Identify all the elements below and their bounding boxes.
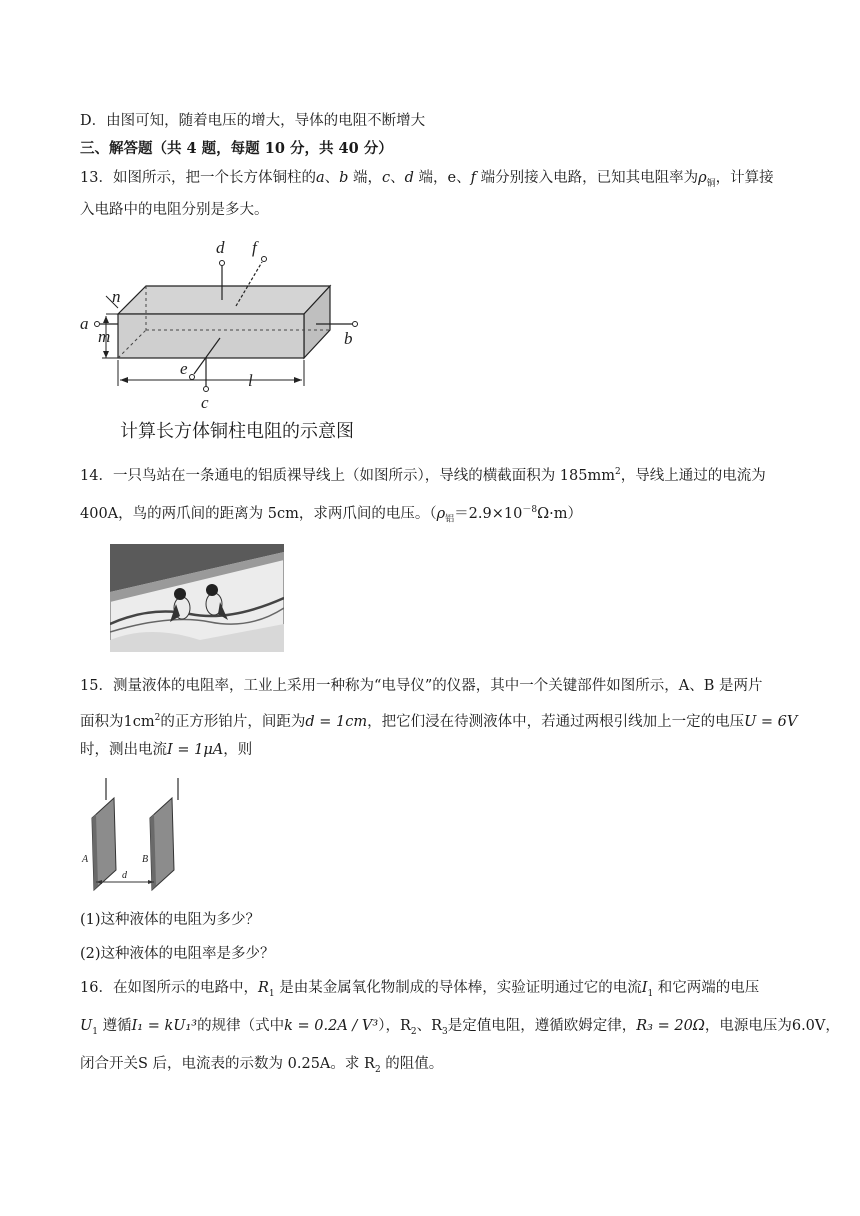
section-heading: 三、解答题（共 4 题，每题 10 分，共 40 分）	[80, 140, 393, 157]
q15-line3: 时，测出电流I = 1μA，则	[80, 742, 253, 758]
q15-sub2: (2)这种液体的电阻率是多少？	[80, 946, 275, 962]
label-f: f	[252, 238, 257, 257]
platinum-plates-figure	[78, 778, 198, 896]
q15-sub1: (1)这种液体的电阻为多少？	[80, 912, 261, 928]
q16-line1: 16．在如图所示的电路中，$R_1$ 是由某金属氧化物制成的导体棒，实验证明通过它的电流$I_1$ 和它两端的电压	[80, 980, 760, 999]
q13-line2: 入电路中的电阻分别是多大。	[80, 202, 269, 218]
q15-line1: 15．测量液体的电阻率，工业上采用一种称为“电导仪”的仪器，其中一个关键部件如图所示，A、B 是两片	[80, 678, 763, 694]
block-top-face	[118, 286, 330, 314]
figure-caption: 计算长方体铜柱电阻的示意图	[120, 421, 354, 442]
label-n: n	[112, 287, 121, 306]
q13-line1: 13．如图所示，把一个长方体铜柱的a、b 端，c、d 端，e、f 端分别接入电路，已知其电阻率为$\rho_铜$，计算接	[80, 170, 774, 189]
q16-line3: 闭合开关S 后，电流表的示数为 0.25A。求 $R_2$ 的阻值。	[80, 1056, 444, 1075]
label-l: l	[248, 371, 253, 390]
label-c: c	[201, 393, 209, 412]
q14-line1: 14．一只鸟站在一条通电的铝质裸导线上（如图所示），导线的横截面积为 $185mm^2$，导线上通过的电流为	[80, 467, 766, 484]
q15-line2: 面积为$1cm^2$的正方形铂片，间距为d = 1cm，把它们浸在待测液体中，若通过两根引线加上一定的电压U = 6V	[80, 713, 798, 730]
label-b: b	[344, 329, 353, 348]
label-d: d	[216, 238, 225, 257]
birds-on-wire-image	[110, 544, 284, 652]
label-e: e	[180, 359, 188, 378]
rho-subscript: 铜	[706, 178, 716, 189]
q16-line2: $U_1$ 遵循I₁ = kU₁³的规律（式中k = 0.2A / V³），$R_2$、$R_3$是定值电阻，遵循欧姆定律，R₃ = 20Ω，电源电压为6.0V，	[80, 1018, 840, 1037]
q12-option-d: D．由图可知，随着电压的增大，导体的电阻不断增大	[80, 113, 426, 129]
label-m: m	[98, 327, 111, 346]
svg-text:A: A	[82, 854, 89, 865]
svg-text:d: d	[122, 870, 127, 881]
svg-text:B: B	[142, 854, 149, 865]
label-a: a	[80, 314, 89, 333]
q14-line2: 400A，鸟的两爪间的距离为 5cm，求两爪间的电压。$(\rho_铝=2.9\times 10^{-8}\Omega\cdot m)$	[80, 505, 582, 525]
copper-block-figure	[76, 236, 376, 412]
